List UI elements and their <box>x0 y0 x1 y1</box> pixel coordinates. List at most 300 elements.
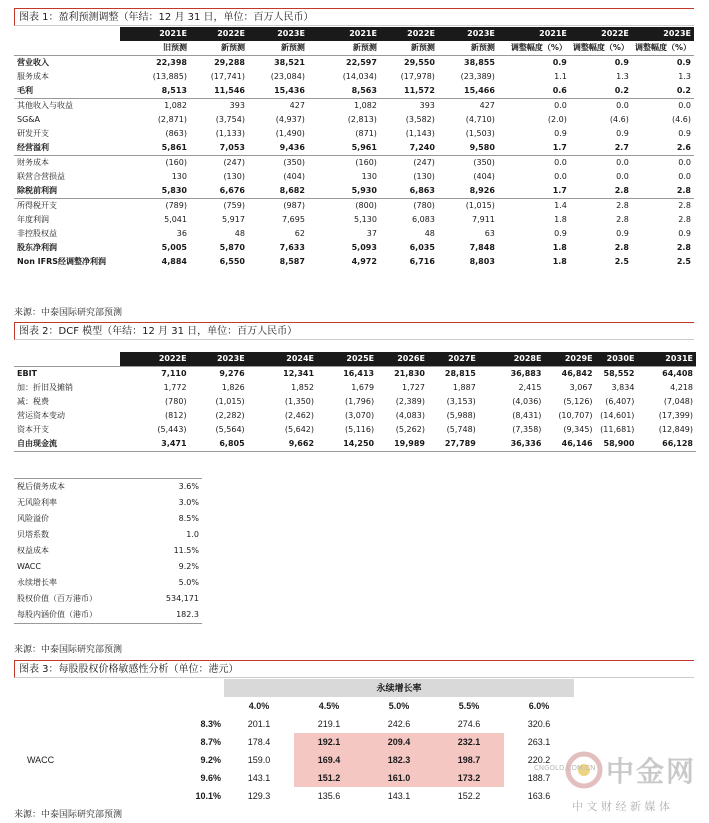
fig1-year-header: 2023E <box>248 27 308 41</box>
cell-value: 7,633 <box>279 243 305 252</box>
cell-value: 5,130 <box>354 215 377 224</box>
cell-value: 0.2 <box>614 86 629 95</box>
cell-value: 6,550 <box>219 257 245 266</box>
row-label: 其他收入与收益 <box>14 99 120 114</box>
cell-value: (5,988) <box>446 411 476 420</box>
table-row <box>14 113 694 127</box>
cell-value: (1,490) <box>275 129 305 138</box>
param-row <box>14 591 202 607</box>
row-label: 毛利 <box>17 86 33 95</box>
sensitivity-cell: 169.4 <box>294 751 364 769</box>
cell-value: (1,143) <box>405 129 435 138</box>
cell-value: (759) <box>190 199 248 214</box>
cell-value: 2.8 <box>678 215 691 224</box>
fig3-source: 来源：中泰国际研究部预测 <box>14 810 123 820</box>
sensitivity-cell: 198.7 <box>434 751 504 769</box>
sensitivity-cell: 220.2 <box>527 755 551 765</box>
cell-value: (1,015) <box>438 199 498 214</box>
cell-value: (1,133) <box>215 129 245 138</box>
table-row <box>14 56 694 71</box>
growth-value: 5.5% <box>458 701 480 711</box>
cell-value: 12,341 <box>248 367 317 382</box>
fig1-year-header: 2021E <box>308 27 380 41</box>
fig2-year-header: 2023E <box>190 352 248 367</box>
table-row <box>14 213 694 227</box>
row-label: 年度利润 <box>17 215 49 224</box>
cell-value: (5,564) <box>215 425 245 434</box>
cell-value: (4,036) <box>512 397 542 406</box>
fig1-year-header: 2022E <box>190 27 248 41</box>
cell-value: (780) <box>380 199 438 214</box>
cell-value: 22,597 <box>308 56 380 71</box>
cell-value: 62 <box>294 229 305 238</box>
param-value: 3.0% <box>178 498 199 507</box>
table-row <box>24 733 574 751</box>
fig2-year-header: 2027E <box>428 352 479 367</box>
fig1-sub-header: 新预测 <box>470 43 495 52</box>
cell-value: 9,580 <box>469 143 495 152</box>
watermark-url: CNGOLD.COM.CN <box>534 764 596 772</box>
cell-value: 2,415 <box>518 383 542 392</box>
sensitivity-cell: 182.3 <box>364 751 434 769</box>
table-row <box>14 367 696 382</box>
cell-value: 6,805 <box>190 437 248 452</box>
table-row <box>14 70 694 84</box>
sensitivity-cell: 274.6 <box>457 719 481 729</box>
fig2-year-header: 2026E <box>377 352 428 367</box>
table-row <box>14 184 694 199</box>
table-row <box>14 84 694 99</box>
fig3-growth-row <box>24 679 574 697</box>
cell-value: 0.6 <box>552 86 567 95</box>
cell-value: 1.8 <box>552 257 567 266</box>
cell-value: 4,884 <box>161 257 187 266</box>
cell-value: 7,911 <box>471 215 495 224</box>
param-label: 风险溢价 <box>17 514 49 523</box>
cell-value: 1,679 <box>351 383 375 392</box>
param-row <box>14 495 202 511</box>
cell-value: (871) <box>355 129 377 138</box>
table-row <box>14 156 694 171</box>
fig1-sub-header: 新预测 <box>280 43 305 52</box>
cell-value: 393 <box>380 99 438 114</box>
param-label: 税后债务成本 <box>14 479 124 496</box>
sensitivity-cell: 151.2 <box>294 769 364 787</box>
cell-value: 2.5 <box>614 257 629 266</box>
growth-value: 4.5% <box>318 701 340 711</box>
cell-value: 22,398 <box>120 56 190 71</box>
cell-value: 0.0 <box>632 156 694 171</box>
cell-value: 1,852 <box>291 383 315 392</box>
cell-value: (2.0) <box>547 115 567 124</box>
cell-value: (404) <box>473 172 495 181</box>
fig2-corner <box>14 352 120 367</box>
cell-value: 130 <box>171 172 187 181</box>
cell-value: 63 <box>484 229 495 238</box>
cell-value: (812) <box>165 411 187 420</box>
cell-value: 9,662 <box>248 437 317 452</box>
cell-value: 0.0 <box>554 172 567 181</box>
cell-value: 0.9 <box>498 56 570 71</box>
wacc-axis-label <box>24 715 124 733</box>
param-value: 11.5% <box>173 546 199 555</box>
cell-value: 0.0 <box>498 99 570 114</box>
cell-value: 29,550 <box>380 56 438 71</box>
cell-value: 3,834 <box>611 383 635 392</box>
cell-value: 66,128 <box>637 437 696 452</box>
wacc-axis-label: WACC <box>27 755 55 765</box>
row-label: 股东净利润 <box>17 243 57 252</box>
cell-value: 5,041 <box>164 215 187 224</box>
cell-value: 48 <box>424 229 435 238</box>
cell-value: 0.0 <box>632 99 694 114</box>
cell-value: 46,842 <box>544 367 595 382</box>
cell-value: 0.9 <box>632 56 694 71</box>
wacc-axis-label <box>24 769 124 787</box>
cell-value: 9,436 <box>279 143 305 152</box>
cell-value: 0.9 <box>616 129 629 138</box>
row-label: 联营合营损益 <box>17 172 65 181</box>
cell-value: (160) <box>308 156 380 171</box>
cell-value: (350) <box>248 156 308 171</box>
sensitivity-cell: 129.3 <box>247 791 271 801</box>
param-label: 每股内涵价值（港币） <box>14 607 124 624</box>
row-label: 所得税开支 <box>14 199 120 214</box>
cell-value: (130) <box>413 172 435 181</box>
cell-value: 0.0 <box>498 156 570 171</box>
table-row <box>24 769 574 787</box>
sensitivity-cell: 188.7 <box>527 773 551 783</box>
cell-value: (12,849) <box>658 425 693 434</box>
sensitivity-cell: 263.1 <box>527 737 551 747</box>
cell-value: (2,389) <box>395 397 425 406</box>
cell-value: 0.9 <box>616 229 629 238</box>
cell-value: 0.2 <box>676 86 691 95</box>
row-label: 研发开支 <box>17 129 49 138</box>
fig1-year-header: 2022E <box>380 27 438 41</box>
cell-value: 15,466 <box>464 86 495 95</box>
cell-value: (3,153) <box>446 397 476 406</box>
cell-value: (130) <box>223 172 245 181</box>
table-row <box>14 395 696 409</box>
cell-value: (4.6) <box>609 115 629 124</box>
watermark-tagline: 中 文 财 经 新 媒 体 <box>572 800 670 813</box>
cell-value: 2.7 <box>614 143 629 152</box>
table-row <box>14 255 694 269</box>
cell-value: 1.1 <box>554 72 567 81</box>
cell-value: 2.6 <box>676 143 691 152</box>
wacc-value: 9.2% <box>200 755 221 765</box>
cell-value: 1.3 <box>616 72 629 81</box>
cell-value: (1,503) <box>465 129 495 138</box>
sensitivity-cell: 152.2 <box>457 791 481 801</box>
wacc-axis-label <box>24 733 124 751</box>
cell-value: 393 <box>190 99 248 114</box>
fig2-source: 来源：中泰国际研究部预测 <box>14 645 123 655</box>
fig1-corner <box>14 27 120 41</box>
fig1-sub-header: 调整幅度（%） <box>634 43 691 52</box>
param-label: 贝塔系数 <box>17 530 49 539</box>
cell-value: (8,431) <box>512 411 542 420</box>
cell-value: (863) <box>165 129 187 138</box>
sensitivity-cell: 320.6 <box>527 719 551 729</box>
table-row <box>14 381 696 395</box>
cell-value: (3,754) <box>215 115 245 124</box>
fig2-year-header: 2028E <box>479 352 545 367</box>
sensitivity-cell: 201.1 <box>247 719 271 729</box>
param-label: 永续增长率 <box>17 578 57 587</box>
cell-value: (23,389) <box>460 72 495 81</box>
cell-value: 1,887 <box>452 383 476 392</box>
cell-value: 2.8 <box>632 199 694 214</box>
cell-value: 427 <box>248 99 308 114</box>
fig1-year-header: 2021E <box>120 27 190 41</box>
cell-value: 15,436 <box>274 86 305 95</box>
param-row <box>14 575 202 591</box>
cell-value: (987) <box>248 199 308 214</box>
cell-value: 0.9 <box>570 56 632 71</box>
fig1-sub-header: 新预测 <box>352 43 377 52</box>
sensitivity-cell: 209.4 <box>364 733 434 751</box>
cell-value: 0.9 <box>554 229 567 238</box>
wacc-value: 8.3% <box>200 719 221 729</box>
growth-value: 6.0% <box>528 701 550 711</box>
cell-value: (17,978) <box>400 72 435 81</box>
fig2-header-years <box>14 352 696 367</box>
cell-value: 5,830 <box>161 186 187 195</box>
cell-value: (404) <box>283 172 305 181</box>
cell-value: (13,885) <box>152 72 187 81</box>
param-row <box>14 543 202 559</box>
cell-value: 0.0 <box>616 172 629 181</box>
cell-value: 2.8 <box>676 186 691 195</box>
row-label: 营运资本变动 <box>17 411 65 420</box>
watermark-name: 中金网 <box>606 755 697 788</box>
cell-value: 5,005 <box>161 243 187 252</box>
cell-value: (800) <box>308 199 380 214</box>
fig1-sub-header: 新预测 <box>410 43 435 52</box>
row-label: 财务成本 <box>14 156 120 171</box>
sensitivity-cell: 161.0 <box>364 769 434 787</box>
cell-value: 0.0 <box>678 172 691 181</box>
cell-value: 1,772 <box>163 383 187 392</box>
cell-value: 1.8 <box>554 215 567 224</box>
cell-value: 5,930 <box>351 186 377 195</box>
cell-value: (14,034) <box>342 72 377 81</box>
cell-value: 6,676 <box>219 186 245 195</box>
sensitivity-cell: 173.2 <box>434 769 504 787</box>
table-row <box>14 170 694 184</box>
cell-value: 7,053 <box>219 143 245 152</box>
cell-value: (6,407) <box>605 397 635 406</box>
table-row <box>14 199 694 214</box>
param-label: 无风险利率 <box>17 498 57 507</box>
cell-value: 6,716 <box>409 257 435 266</box>
fig1-source: 来源：中泰国际研究部预测 <box>14 308 123 318</box>
param-row <box>14 559 202 575</box>
cell-value: 6,035 <box>409 243 435 252</box>
cell-value: 6,863 <box>409 186 435 195</box>
cell-value: (9,345) <box>563 425 593 434</box>
param-row <box>14 527 202 543</box>
cell-value: (780) <box>165 397 187 406</box>
cell-value: 5,961 <box>351 143 377 152</box>
cell-value: 19,989 <box>377 437 428 452</box>
fig2-table <box>14 352 696 452</box>
table-row <box>14 241 694 255</box>
cell-value: (2,871) <box>157 115 187 124</box>
cell-value: 5,093 <box>351 243 377 252</box>
row-label: 服务成本 <box>17 72 49 81</box>
cell-value: 427 <box>438 99 498 114</box>
fig1-sub-header: 旧预测 <box>162 43 187 52</box>
fig3-table <box>24 679 574 805</box>
cell-value: (1,015) <box>215 397 245 406</box>
cell-value: 1.3 <box>678 72 691 81</box>
cell-value: 1,727 <box>402 383 425 392</box>
cell-value: (11,681) <box>600 425 635 434</box>
cell-value: 2.8 <box>570 199 632 214</box>
cell-value: 38,855 <box>438 56 498 71</box>
cell-value: 130 <box>361 172 377 181</box>
cell-value: (1,350) <box>284 397 315 406</box>
row-label: 加：折旧及摊销 <box>17 383 73 392</box>
cell-value: 11,546 <box>214 86 245 95</box>
cell-value: 21,830 <box>377 367 428 382</box>
sensitivity-cell: 232.1 <box>434 733 504 751</box>
fig2-year-header: 2025E <box>317 352 377 367</box>
cell-value: 7,695 <box>282 215 305 224</box>
cell-value: 1.7 <box>552 186 567 195</box>
table-row <box>14 423 696 437</box>
cell-value: 1.8 <box>552 243 567 252</box>
fig1-year-header: 2023E <box>438 27 498 41</box>
sensitivity-cell: 178.4 <box>247 737 271 747</box>
cell-value: (3,070) <box>344 411 375 420</box>
fig1-year-header: 2022E <box>570 27 632 41</box>
fig2-year-header: 2022E <box>120 352 189 367</box>
cell-value: 2.8 <box>614 186 629 195</box>
cell-value: 4,218 <box>670 383 693 392</box>
cell-value: 36 <box>176 229 187 238</box>
fig1-corner-sub <box>14 41 120 56</box>
cell-value: 0.0 <box>570 99 632 114</box>
cell-value: (4,710) <box>465 115 495 124</box>
cell-value: 28,815 <box>428 367 479 382</box>
cell-value: 7,240 <box>409 143 435 152</box>
cell-value: 38,521 <box>248 56 308 71</box>
row-label: SG&A <box>17 115 40 124</box>
cell-value: 2.8 <box>616 215 629 224</box>
cell-value: 2.8 <box>676 243 691 252</box>
sensitivity-cell: 219.1 <box>317 719 341 729</box>
cell-value: 64,408 <box>637 367 696 382</box>
row-label: Non IFRS经调整净利润 <box>17 257 107 266</box>
cell-value: 36,883 <box>479 367 545 382</box>
cell-value: 0.9 <box>554 129 567 138</box>
cell-value: (160) <box>120 156 190 171</box>
cell-value: 1,082 <box>308 99 380 114</box>
cell-value: 29,288 <box>190 56 248 71</box>
cell-value: (247) <box>380 156 438 171</box>
cell-value: 3,067 <box>569 383 593 392</box>
fig2-year-header: 2030E <box>596 352 638 367</box>
cell-value: 0.9 <box>678 229 691 238</box>
cell-value: 4,972 <box>351 257 377 266</box>
table-row <box>14 227 694 241</box>
growth-value: 4.0% <box>248 701 270 711</box>
table-row <box>24 715 574 733</box>
param-label: 权益成本 <box>17 546 49 555</box>
fig2-year-header: 2024E <box>248 352 317 367</box>
cell-value: (5,748) <box>446 425 476 434</box>
cell-value: 46,146 <box>544 437 595 452</box>
cell-value: 1,082 <box>120 99 190 114</box>
row-label: 自由现金流 <box>14 437 120 452</box>
cell-value: (5,126) <box>563 397 593 406</box>
cell-value: (4,937) <box>275 115 305 124</box>
fig2-year-header: 2031E <box>637 352 696 367</box>
cell-value: (17,741) <box>210 72 245 81</box>
cell-value: 1.7 <box>552 143 567 152</box>
param-value: 534,171 <box>165 594 199 603</box>
cell-value: 8,513 <box>161 86 187 95</box>
cell-value: 58,900 <box>596 437 638 452</box>
cell-value: 16,413 <box>317 367 377 382</box>
row-label: EBIT <box>14 367 120 382</box>
wacc-axis-label <box>24 787 124 805</box>
sensitivity-cell: 163.6 <box>527 791 551 801</box>
cell-value: (5,262) <box>395 425 425 434</box>
cell-value: (4,083) <box>395 411 425 420</box>
cell-value: 8,682 <box>279 186 305 195</box>
cell-value: (789) <box>120 199 190 214</box>
fig1-year-header: 2023E <box>632 27 694 41</box>
cell-value: (7,358) <box>512 425 542 434</box>
fig2-params <box>14 478 202 624</box>
cell-value: 8,803 <box>469 257 495 266</box>
fig2-year-header: 2029E <box>544 352 595 367</box>
cell-value: 36,336 <box>479 437 545 452</box>
cell-value: 1.4 <box>498 199 570 214</box>
cell-value: (5,443) <box>157 425 187 434</box>
fig1-sub-header: 新预测 <box>220 43 245 52</box>
sensitivity-cell: 159.0 <box>247 755 271 765</box>
wacc-value: 9.6% <box>200 773 221 783</box>
cell-value: 7,848 <box>469 243 495 252</box>
sensitivity-cell: 143.1 <box>247 773 271 783</box>
param-value: 3.6% <box>124 479 202 496</box>
cell-value: (3,582) <box>405 115 435 124</box>
cell-value: 1,826 <box>221 383 245 392</box>
fig1-header-years <box>14 27 694 41</box>
cell-value: 5,870 <box>219 243 245 252</box>
cell-value: 8,563 <box>351 86 377 95</box>
wacc-value: 8.7% <box>200 737 221 747</box>
cell-value: (2,462) <box>284 411 315 420</box>
sensitivity-cell: 135.6 <box>317 791 341 801</box>
cell-value: 37 <box>366 229 377 238</box>
cell-value: 11,572 <box>404 86 435 95</box>
cell-value: 5,917 <box>222 215 245 224</box>
cell-value: (5,642) <box>284 425 315 434</box>
row-label: 经营溢利 <box>17 143 49 152</box>
cell-value: 8,926 <box>469 186 495 195</box>
table-row <box>24 787 574 805</box>
param-row <box>14 479 202 496</box>
table-row <box>14 99 694 114</box>
cell-value: (247) <box>190 156 248 171</box>
